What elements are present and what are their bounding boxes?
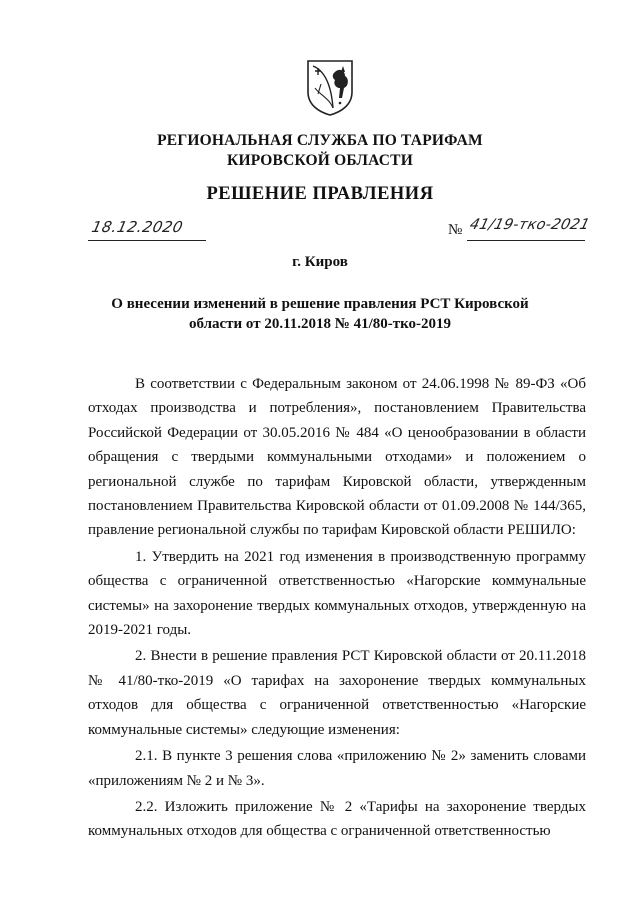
organization-name-line-1: РЕГИОНАЛЬНАЯ СЛУЖБА ПО ТАРИФАМ — [157, 132, 483, 149]
decision-title: РЕШЕНИЕ ПРАВЛЕНИЯ — [206, 184, 434, 204]
intro-paragraph: В соответствии с Федеральным законом от 24.06.1998 № 89-ФЗ «Об отходах производства и потребления», постановлением Правительства Российской Федерации от 30.05.2016 № 484 «О ценообразовании в области обращения с твердыми коммунальными отходами» и положением о региональной службе по тарифам Кировской области, утвержденным постановлением Правительства Кировской области от 01.09.2008 № 144/365, правление региональной службы по тарифам Кировской области РЕШИЛО: — [88, 376, 586, 539]
item-2-1-paragraph: 2.1. В пункте 3 решения слова «приложению № 2» заменить словами «приложениям № 2 и № 3». — [88, 748, 586, 789]
item-2-paragraph: 2. Внести в решение правления РСТ Кировской области от 20.11.2018 № 41/80-тко-2019 «О тарифах на захоронение твердых коммунальных отходов для общества с ограниченной ответственностью «Нагорские коммунальные системы» следующие изменения: — [88, 648, 586, 738]
item-1-paragraph: 1. Утвердить на 2021 год изменения в производственную программу общества с ограниченной ответственностью «Нагорские коммунальные системы» на захоронение твердых коммунальных отходов, утвержденную на 2019-2021 годы. — [88, 548, 586, 639]
kirov-region-coat-of-arms-icon — [305, 58, 355, 116]
organization-name-line-2: КИРОВСКОЙ ОБЛАСТИ — [227, 152, 413, 169]
decision-date: 18.12.2020 — [90, 218, 185, 236]
subject-line-1: О внесении изменений в решение правления РСТ Кировской — [111, 296, 529, 312]
decision-number: 41/19-тко-2021 — [468, 217, 592, 233]
item-2-2-paragraph: 2.2. Изложить приложение № 2 «Тарифы на захоронение твердых коммунальных отходов для общества с ограниченной ответственностью — [88, 798, 586, 840]
city: г. Киров — [292, 254, 348, 270]
document-body — [88, 372, 586, 844]
number-label: № — [448, 222, 463, 238]
subject-line-2: области от 20.11.2018 № 41/80-тко-2019 — [188, 316, 452, 332]
